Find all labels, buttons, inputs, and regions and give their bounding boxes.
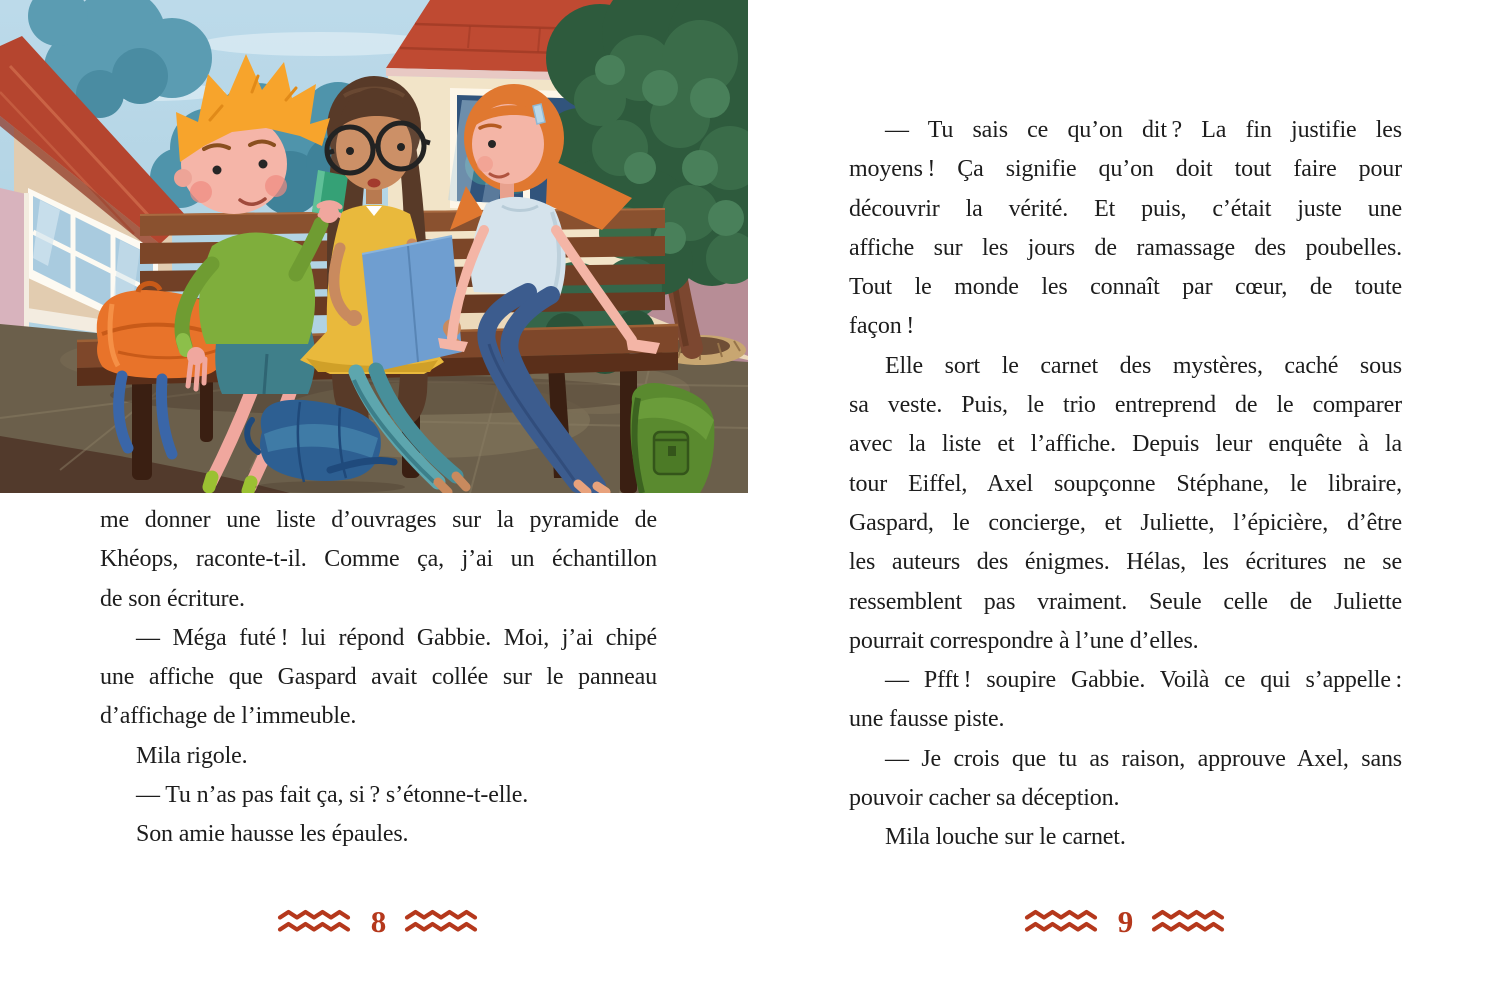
text-line: Mila louche sur le carnet. (885, 824, 1126, 851)
text-line: découvrir la vérité. Et puis, c’était juste une (849, 195, 1402, 222)
page-number: 8 (370, 903, 387, 939)
left-page-footer (100, 903, 657, 939)
text-line: façon ! (849, 313, 915, 340)
text-line: — Je crois que tu as raison, approuve Axel, sans (885, 745, 1402, 772)
text-line: les auteurs des énigmes. Hélas, les écritures ne se (849, 549, 1402, 576)
left-page-text (100, 501, 657, 855)
text-line: Elle sort le carnet des mystères, caché sous (885, 352, 1402, 379)
text-line: sa veste. Puis, le trio entreprend de le comparer (849, 392, 1402, 419)
right-page-footer (849, 903, 1402, 939)
text-line: une affiche que Gaspard avait collée sur le panneau (100, 664, 657, 691)
page-number: 9 (1117, 903, 1134, 939)
text-line: Gaspard, le concierge, et Juliette, l’épicière, d’être (849, 509, 1402, 536)
text-line: — Tu sais ce qu’on dit ? La fin justifie les (885, 117, 1402, 143)
text-line: affiche sur les jours de ramassage des poubelles. (849, 234, 1402, 261)
text-line: pouvoir cacher sa déception. (849, 785, 1120, 812)
text-line: moyens ! Ça signifie qu’on doit tout faire pour (849, 156, 1402, 183)
text-line: pourrait correspondre à l’une d’elles. (849, 627, 1199, 654)
text-line: tour Eiffel, Axel soupçonne Stéphane, le libraire, (849, 470, 1402, 497)
text-line: Mila rigole. (136, 742, 248, 769)
text-line: — Pfft ! soupire Gabbie. Voilà ce qui s’appelle : (885, 667, 1402, 694)
text-line: une fausse piste. (849, 706, 1005, 733)
illustration-canvas (0, 0, 748, 493)
zigzag-ornament-icon (404, 909, 480, 933)
text-line: ressemblent pas vraiment. Seule celle de Juliette (849, 588, 1402, 615)
text-line: — Tu n’as pas fait ça, si ? s’étonne-t-elle. (136, 782, 529, 809)
zigzag-ornament-icon (277, 909, 353, 933)
text-line: Son amie hausse les épaules. (136, 821, 409, 848)
zigzag-ornament-icon (1024, 909, 1100, 933)
text-line: me donner une liste d’ouvrages sur la pyramide de (100, 507, 657, 533)
text-line: — Méga futé ! lui répond Gabbie. Moi, j’ai chipé (136, 624, 657, 651)
text-line: de son écriture. (100, 585, 245, 612)
text-line: Tout le monde les connaît par cœur, de toute (849, 274, 1402, 301)
right-page-text (849, 111, 1402, 858)
text-line: d’affichage de l’immeuble. (100, 703, 357, 730)
zigzag-ornament-icon (1151, 909, 1227, 933)
text-line: Khéops, raconte-t-il. Comme ça, j’ai un échantillon (100, 546, 657, 573)
story-illustration (0, 0, 748, 493)
text-line: avec la liste et l’affiche. Depuis leur enquête à la (849, 431, 1402, 458)
